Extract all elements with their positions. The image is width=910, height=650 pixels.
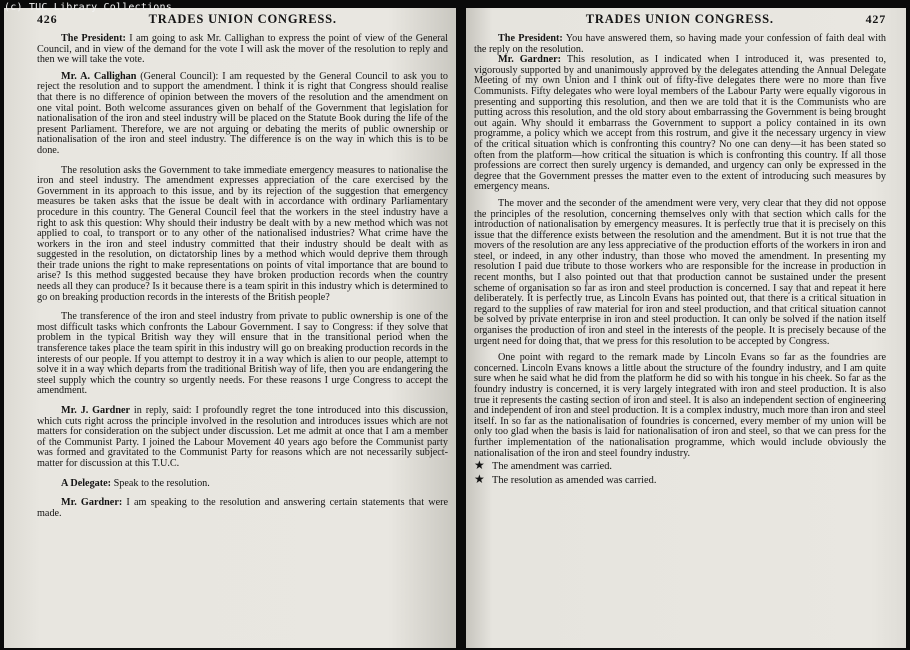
speaker-name: Mr. A. Callighan <box>61 70 137 82</box>
paragraph-text: You have answered them, so having made your confession of faith deal with the reply on the resolution. <box>474 33 887 55</box>
vote-result <box>474 459 886 473</box>
paragraph-text: The mover and the seconder of the amendment were very, very clear that they did not oppose the principles of the resolution, concerning themselves only with that section which calls for the introduction of nationalisation by emergency measures. It is perfectly true that it is precisely on this issue that the difference exists between the resolution and the amendment. But it is not true that the movers of the resolution are any less appreciative of the production efforts of the workers in iron and steel, or indeed, in any other industry, than those who moved the amendment. In presenting my resolution I paid due tribute to those workers who are responsible for the increase in production in recent months, but I also pointed out that that production cannot be sustained under the present scheme of organisation so far as iron and steel production is concerned. I say that and repeat it here deliberately. It is perfectly true, as Lincoln Evans has pointed out, that there is a critical situation in regard to the supplies of raw material for iron and steel production, and that critical situation cannot be solved by private enterprise in iron and steel production. It can only be solved if the nation itself organises the production of iron and steel in the interests of the people. It is precisely because of the urgent need for doing that, that we press for this resolution to be accepted by Congress. <box>474 197 886 347</box>
watermark: (c) TUC Library Collections <box>4 2 172 13</box>
star-icon: ★ <box>474 472 485 487</box>
paragraph <box>37 479 448 490</box>
paragraph-text: (General Council): I am requested by the General Council to ask you to reject the resolution and to support the amendment. I think it is right that Congress should realise that there is no difference of opinion between the movers of the resolution and the amendment on one vital point. Both welcome assurances given on behalf of the Government that legislation for nationalisation of the iron and steel industry will be placed on the Statute Book during the life of the present Parliament. Therefore, we are not arguing or debating the merits of public ownership or nationalisation of the iron and steel industry. The difference is on the way in which this is to be done. <box>37 70 448 156</box>
speaker-name: A Delegate: <box>61 477 112 489</box>
vote-result-text: The amendment was carried. <box>492 461 613 473</box>
paragraph <box>37 498 448 519</box>
speaker-name: Mr. Gardner: <box>498 54 562 66</box>
speaker-name: The President: <box>498 33 563 44</box>
vote-result <box>474 473 886 487</box>
star-icon: ★ <box>474 458 485 473</box>
paragraph <box>474 199 886 347</box>
right-page <box>466 8 906 648</box>
paragraph-text: I am speaking to the resolution and answering certain statements that were made. <box>37 497 449 519</box>
left-running-head <box>37 12 448 28</box>
left-page-number: 426 <box>37 12 58 26</box>
paragraph <box>474 55 886 193</box>
paragraph <box>474 353 886 459</box>
book-gutter <box>456 0 466 650</box>
paragraph-text: The resolution asks the Government to take immediate emergency measures to nationalise the iron and steel industry. The amendment expresses appreciation of the care exercised by the Government in its approach to this issue, and by its rejection of the suggestion that emergency measures be taken asks that the issue be dealt with in accordance with ordinary Parliamentary procedure in this country. The General Council feel that the workers in the steel industry have a right to ask this question: Why should their industry be dealt with by a new method which was not applied to coal, to transport or to any other of the nationalised industries? What crime have the workers in the iron and steel industry committed that their industry should be dealt with as suggested in the resolution, on dictatorship lines by a method which would deprive them through their trade unions the right to make representations on points of vital importance that are bound to arise? Is this method suggested because they have broken production records when the country needs all they can produce? Is it because there is a team spirit in this industry which is determined to go on breaking production records in the interests of the British people? <box>37 164 448 303</box>
paragraph <box>474 34 886 55</box>
vote-result-text: The resolution as amended was carried. <box>492 475 657 487</box>
paragraph-text: Speak to the resolution. <box>111 477 210 489</box>
right-running-head <box>474 12 886 28</box>
left-page <box>4 8 456 648</box>
paragraph-text: One point with regard to the remark made by Lincoln Evans so far as the foundries are concerned. Lincoln Evans knows a little about the structure of the foundry industry, and I am quite sure when he said what he did from the platform he did so with his tongue in his cheek. So far as the foundry industry is concerned, it is very largely integrated with iron and steel production. It is also true it represents the casting section of iron and steel. It is also an independent section of engineering and independent of iron and steel production. It is a complex industry, much more than iron and steel itself. In so far as the nationalisation of foundries is concerned, every member of my union will be only too glad when the basis is laid for nationalisation of iron and steel, so that we can press for the further implementation of the nationalisation programme, which would include obviously the nationalisation of the iron and steel foundry industry. <box>474 352 886 459</box>
paragraph-text: I am going to ask Mr. Callighan to express the point of view of the General Council, and in view of the demand for the vote I will ask the mover of the resolution to reply and then we will take the vote. <box>37 33 449 66</box>
paragraph <box>37 406 448 470</box>
paragraph <box>37 312 448 397</box>
speaker-name: Mr. J. Gardner <box>61 405 131 416</box>
speaker-name: The President: <box>61 33 126 44</box>
right-running-title: TRADES UNION CONGRESS. <box>585 12 774 26</box>
left-running-title: TRADES UNION CONGRESS. <box>148 12 337 26</box>
paragraph-text: The transference of the iron and steel industry from private to public ownership is one of the most difficult tasks which confronts the Labour Government. I say to Congress: if they solve that problem in the typical British way they will ensure that in the transitional period when the transference takes place the team spirit in this industry will go on breaking production records in the interests of our people. If you attempt to destroy it in a way which is alien to our people, attempt to solve it in a way which departs from the traditional British way of life, then you are endangering the steel supply which the country so urgently needs. For these reasons I urge Congress to accept the amendment. <box>37 311 448 397</box>
paragraph-text: in reply, said: I profoundly regret the tone introduced into this discussion, which cuts right across the principle involved in the resolution and introduces issues which are not matters for consideration on the subject under discussion. Let me admit at once that I am a member of the Communist Party. I joined the Labour Movement 40 years ago before the Communist party was formed and gravitated to the Communist Party for reasons which are not necessarily subject-matter for discussion at this T.U.C. <box>37 405 448 469</box>
paragraph-text: This resolution, as I indicated when I introduced it, was presented to, vigorously supported by and unanimously approved by the delegates attending the Annual Delegate Meeting of my own Union and I think out of fifty-five delegates there were no more than five Communists. Fifty delegates who were loyal members of the Labour Party were equally vigorous in presenting and supporting this resolution, and then we are told that it is the Communists who are putting across this resolution, and the old story about embarrassing the Government is being brought out again. Why should it embarrass the Government to support a policy contained in its own programme, a policy which we accept from this rostrum, and give it the necessary urgency in view of the critical situation which is confronting this country? No one can deny—it has been stated so often from the platform—how critical the situation is which is confronting this country. If all those professions are correct then surely urgency is demanded, and urgency can only be expressed in the degree that the Government presses the matter even to the extent of introducing such measures by emergency means. <box>474 54 886 193</box>
speaker-name: Mr. Gardner: <box>61 497 123 509</box>
paragraph <box>37 72 448 157</box>
right-page-number: 427 <box>865 12 886 26</box>
paragraph <box>37 34 448 66</box>
paragraph <box>37 166 448 304</box>
